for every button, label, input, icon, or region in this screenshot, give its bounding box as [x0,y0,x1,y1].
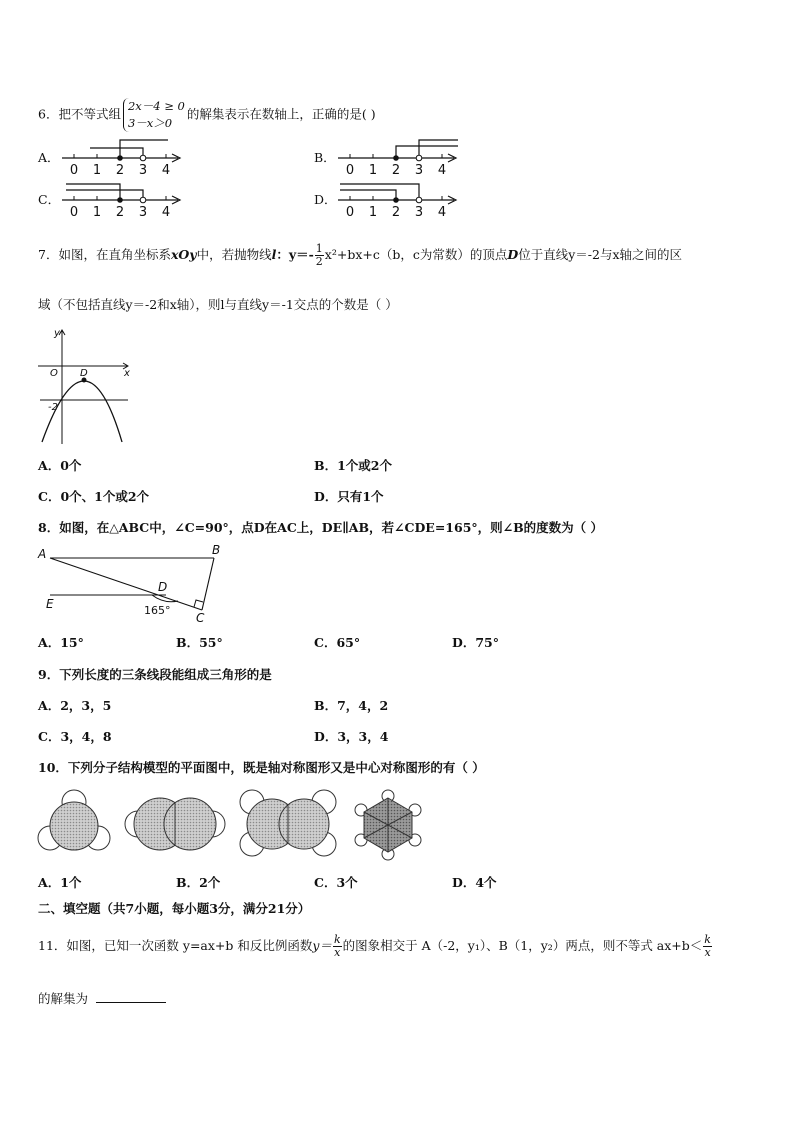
q7-option-c: C．0个、1个或2个 [38,489,150,504]
q7-stem-line1: 7．如图，在直角坐标系xOy中，若抛物线l：y＝- $\frac{1}{2}$ x²+bx+c（b，c为常数）的顶点D位于直线y＝-2与x轴之间的区 [38,242,683,268]
section-heading: 二、填空题（共7小题，每小题3分，满分21分） [38,901,311,916]
q9-stem: 9．下列长度的三条线段能组成三角形的是 [38,667,272,682]
tick-label: 1 [92,163,102,178]
tick-label: 2 [115,205,125,220]
q6-inequality-system: 2x－4 ≥ 0 3－x＞0 [123,98,185,132]
q6-numberline-b [336,136,466,178]
svg-text:O: O [50,368,58,379]
molecule-4 [355,790,421,860]
q10-option-d: D．4个 [452,875,497,890]
q10-option-a: A．1个 [38,875,82,890]
q10-stem: 10．下列分子结构模型的平面图中，既是轴对称图形又是中心对称图形的有（ ） [38,760,485,775]
tick-label: 4 [437,163,447,178]
tick-label: 2 [115,163,125,178]
q6-stem: 6．把不等式组 2x－4 ≥ 0 3－x＞0 的解集表示在数轴上，正确的是( ) [38,99,376,130]
q7-stem-line2: 域（不包括直线y＝-2和x轴），则l与直线y＝-1交点的个数是（ ） [38,297,398,312]
tick-label: 0 [69,163,79,178]
q6-option-a-label: A． [38,150,60,165]
molecule-3 [240,790,336,856]
tick-label: 2 [391,205,401,220]
q8-option-a: A．15° [38,635,84,650]
svg-text:E: E [46,597,54,611]
q7-fraction: $\frac{1}{2}$ [315,242,323,268]
svg-text:B: B [212,543,221,557]
q6-numberline-d [336,178,466,220]
tick-label: 3 [138,163,148,178]
tick-label: 0 [69,205,79,220]
tick-label: 0 [345,163,355,178]
tick-label: 3 [138,205,148,220]
answer-blank[interactable] [96,990,166,1003]
q6-numberline-a [60,136,190,178]
molecule-1 [38,790,110,850]
tick-label: 4 [161,163,171,178]
tick-label: 4 [437,205,447,220]
svg-text:A: A [38,547,47,561]
q7-option-d: D．只有1个 [314,489,384,504]
tick-label: 1 [368,163,378,178]
q7-option-b: B．1个或2个 [314,458,392,473]
q11-stem-line2: 的解集为 [38,990,166,1007]
q6-option-c-label: C． [38,192,61,207]
q10-option-c: C．3个 [314,875,358,890]
q11-fraction-2: $\frac{k}{x}$ [704,933,711,959]
svg-text:C: C [196,611,205,625]
q11-stem-line1: 11．如图，已知一次函数 y=ax+b 和反比例函数y＝ $\frac{k}{x}$ 的图象相交于 A（-2，y₁）、B（1，y₂）两点，则不等式 ax+b＜ $\frac{k}{x}$ [38,933,711,959]
q8-option-c: C．65° [314,635,361,650]
q6-option-d-label: D． [314,192,337,207]
q8-option-b: B．55° [176,635,223,650]
q7-parabola-figure [36,326,136,446]
molecule-2 [125,798,225,850]
q10-option-b: B．2个 [176,875,221,890]
q9-option-d: D．3，3，4 [314,729,389,744]
q8-stem: 8．如图，在△ABC中，∠C=90°，点D在AC上，DE∥AB，若∠CDE=165°，则∠B的度数为（ ） [38,520,604,535]
svg-text:D: D [80,368,88,379]
tick-label: 2 [391,163,401,178]
q9-option-a: A．2，3，5 [38,698,112,713]
q6-numberline-c [60,178,190,220]
tick-label: 3 [414,205,424,220]
q7-option-a: A．0个 [38,458,82,473]
svg-text:165°: 165° [144,604,171,617]
q11-fraction: $\frac{k}{x}$ [333,933,341,959]
q9-option-b: B．7，4，2 [314,698,389,713]
tick-label: 4 [161,205,171,220]
svg-text:-2: -2 [48,402,58,413]
q6-option-b-label: B． [314,150,336,165]
svg-text:D: D [158,580,168,594]
tick-label: 1 [368,205,378,220]
q9-option-c: C．3，4，8 [38,729,112,744]
tick-label: 3 [414,163,424,178]
tick-label: 0 [345,205,355,220]
q8-triangle-figure [36,542,226,626]
q10-molecule-figures [36,788,428,862]
svg-text:y: y [54,328,60,339]
tick-label: 1 [92,205,102,220]
svg-text:x: x [124,368,130,379]
q8-option-d: D．75° [452,635,499,650]
